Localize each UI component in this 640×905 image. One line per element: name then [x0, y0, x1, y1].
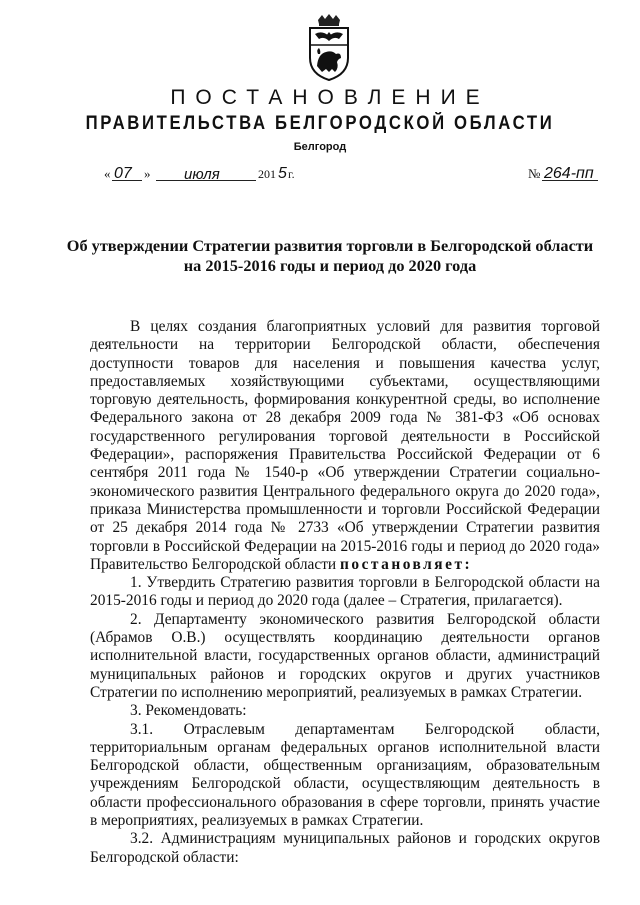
clause-2: 2. Департаменту экономического развития Белгородской области (Абрамов О.В.) осуществлять координацию деятельности органов исполнительной власти, государственных органов области, администраций муниципальных районов и городских округов и других участников Стратегии по исполнению мероприятий, реализуемых в рамках Стратегии.: [90, 610, 600, 701]
number-label: №: [528, 166, 541, 181]
clause-3-2: 3.2. Администрациям муниципальных районов и городских округов Белгородской области:: [90, 830, 600, 866]
preamble-paragraph: [90, 318, 600, 574]
title-line-1: Об утверждении Стратегии развития торговли в Белгородской области: [66, 236, 594, 255]
day-underline: [112, 180, 142, 181]
number-underline: [542, 180, 598, 181]
date-number-line: [104, 164, 598, 184]
date-close-quote: »: [144, 166, 151, 181]
document-title: [60, 236, 600, 276]
preamble-text: В целях создания благоприятных условий для развития торговой деятельности на территории Белгородской области, обеспечения доступности товаров для населения и повышения качества услуг, предоставляемых хозяйствующими субъектами, осуществляющими торговую деятельность, формирования конкурентной среды, во исполнение Федерального закона от 28 декабря 2009 года № 381-ФЗ «Об основах государственного регулирования торговой деятельности в Российской Федерации», распоряжения Правительства Российской Федерации от 6 сентября 2011 года № 1540-р «Об утверждении Стратегии социально-экономического развития Центрального федерального округа до 2020 года», приказа Министерства промышленности и торговли Российской Федерации от 25 декабря 2014 года № 2733 «Об утверждении Стратегии развития торговли в Российской Федерации на 2015-2016 годы и период до 2020 года» Правительство Белгородской области: [90, 318, 600, 573]
clause-3-1: 3.1. Отраслевым департаментам Белгородской области, территориальным органам федеральных органов исполнительной власти Белгородской области, общественным организациям, образовательным учреждениям Белгородской области, осуществляющим деятельность в области профессионального образования в сфере торговли, принять участие в мероприятиях, реализуемых в рамках Стратегии.: [90, 720, 600, 830]
document-type-heading: ПОСТАНОВЛЕНИЕ: [170, 86, 490, 109]
coat-of-arms-icon: [304, 14, 354, 82]
date-month: июля: [184, 166, 220, 183]
date-day: 07: [114, 165, 132, 182]
resolves-keyword: постановляет:: [340, 555, 473, 573]
city-label: Белгород: [293, 141, 347, 153]
month-underline: [156, 180, 256, 181]
clause-3: 3. Рекомендовать:: [130, 702, 247, 720]
issuer-heading: ПРАВИТЕЛЬСТВА БЕЛГОРОДСКОЙ ОБЛАСТИ: [85, 113, 555, 134]
document-body: [90, 318, 600, 867]
date-year-suffix: г.: [288, 167, 295, 181]
date-year-digit: 5: [278, 165, 287, 182]
date-year-prefix: 201: [258, 167, 276, 181]
document-number: 264-пп: [544, 165, 594, 182]
clause-1: 1. Утвердить Стратегию развития торговли в Белгородской области на 2015-2016 годы и период до 2020 года (далее – Стратегия, прилагается).: [90, 574, 600, 610]
date-open-quote: «: [104, 166, 111, 181]
title-line-2: на 2015-2016 годы и период до 2020 года: [183, 256, 477, 275]
